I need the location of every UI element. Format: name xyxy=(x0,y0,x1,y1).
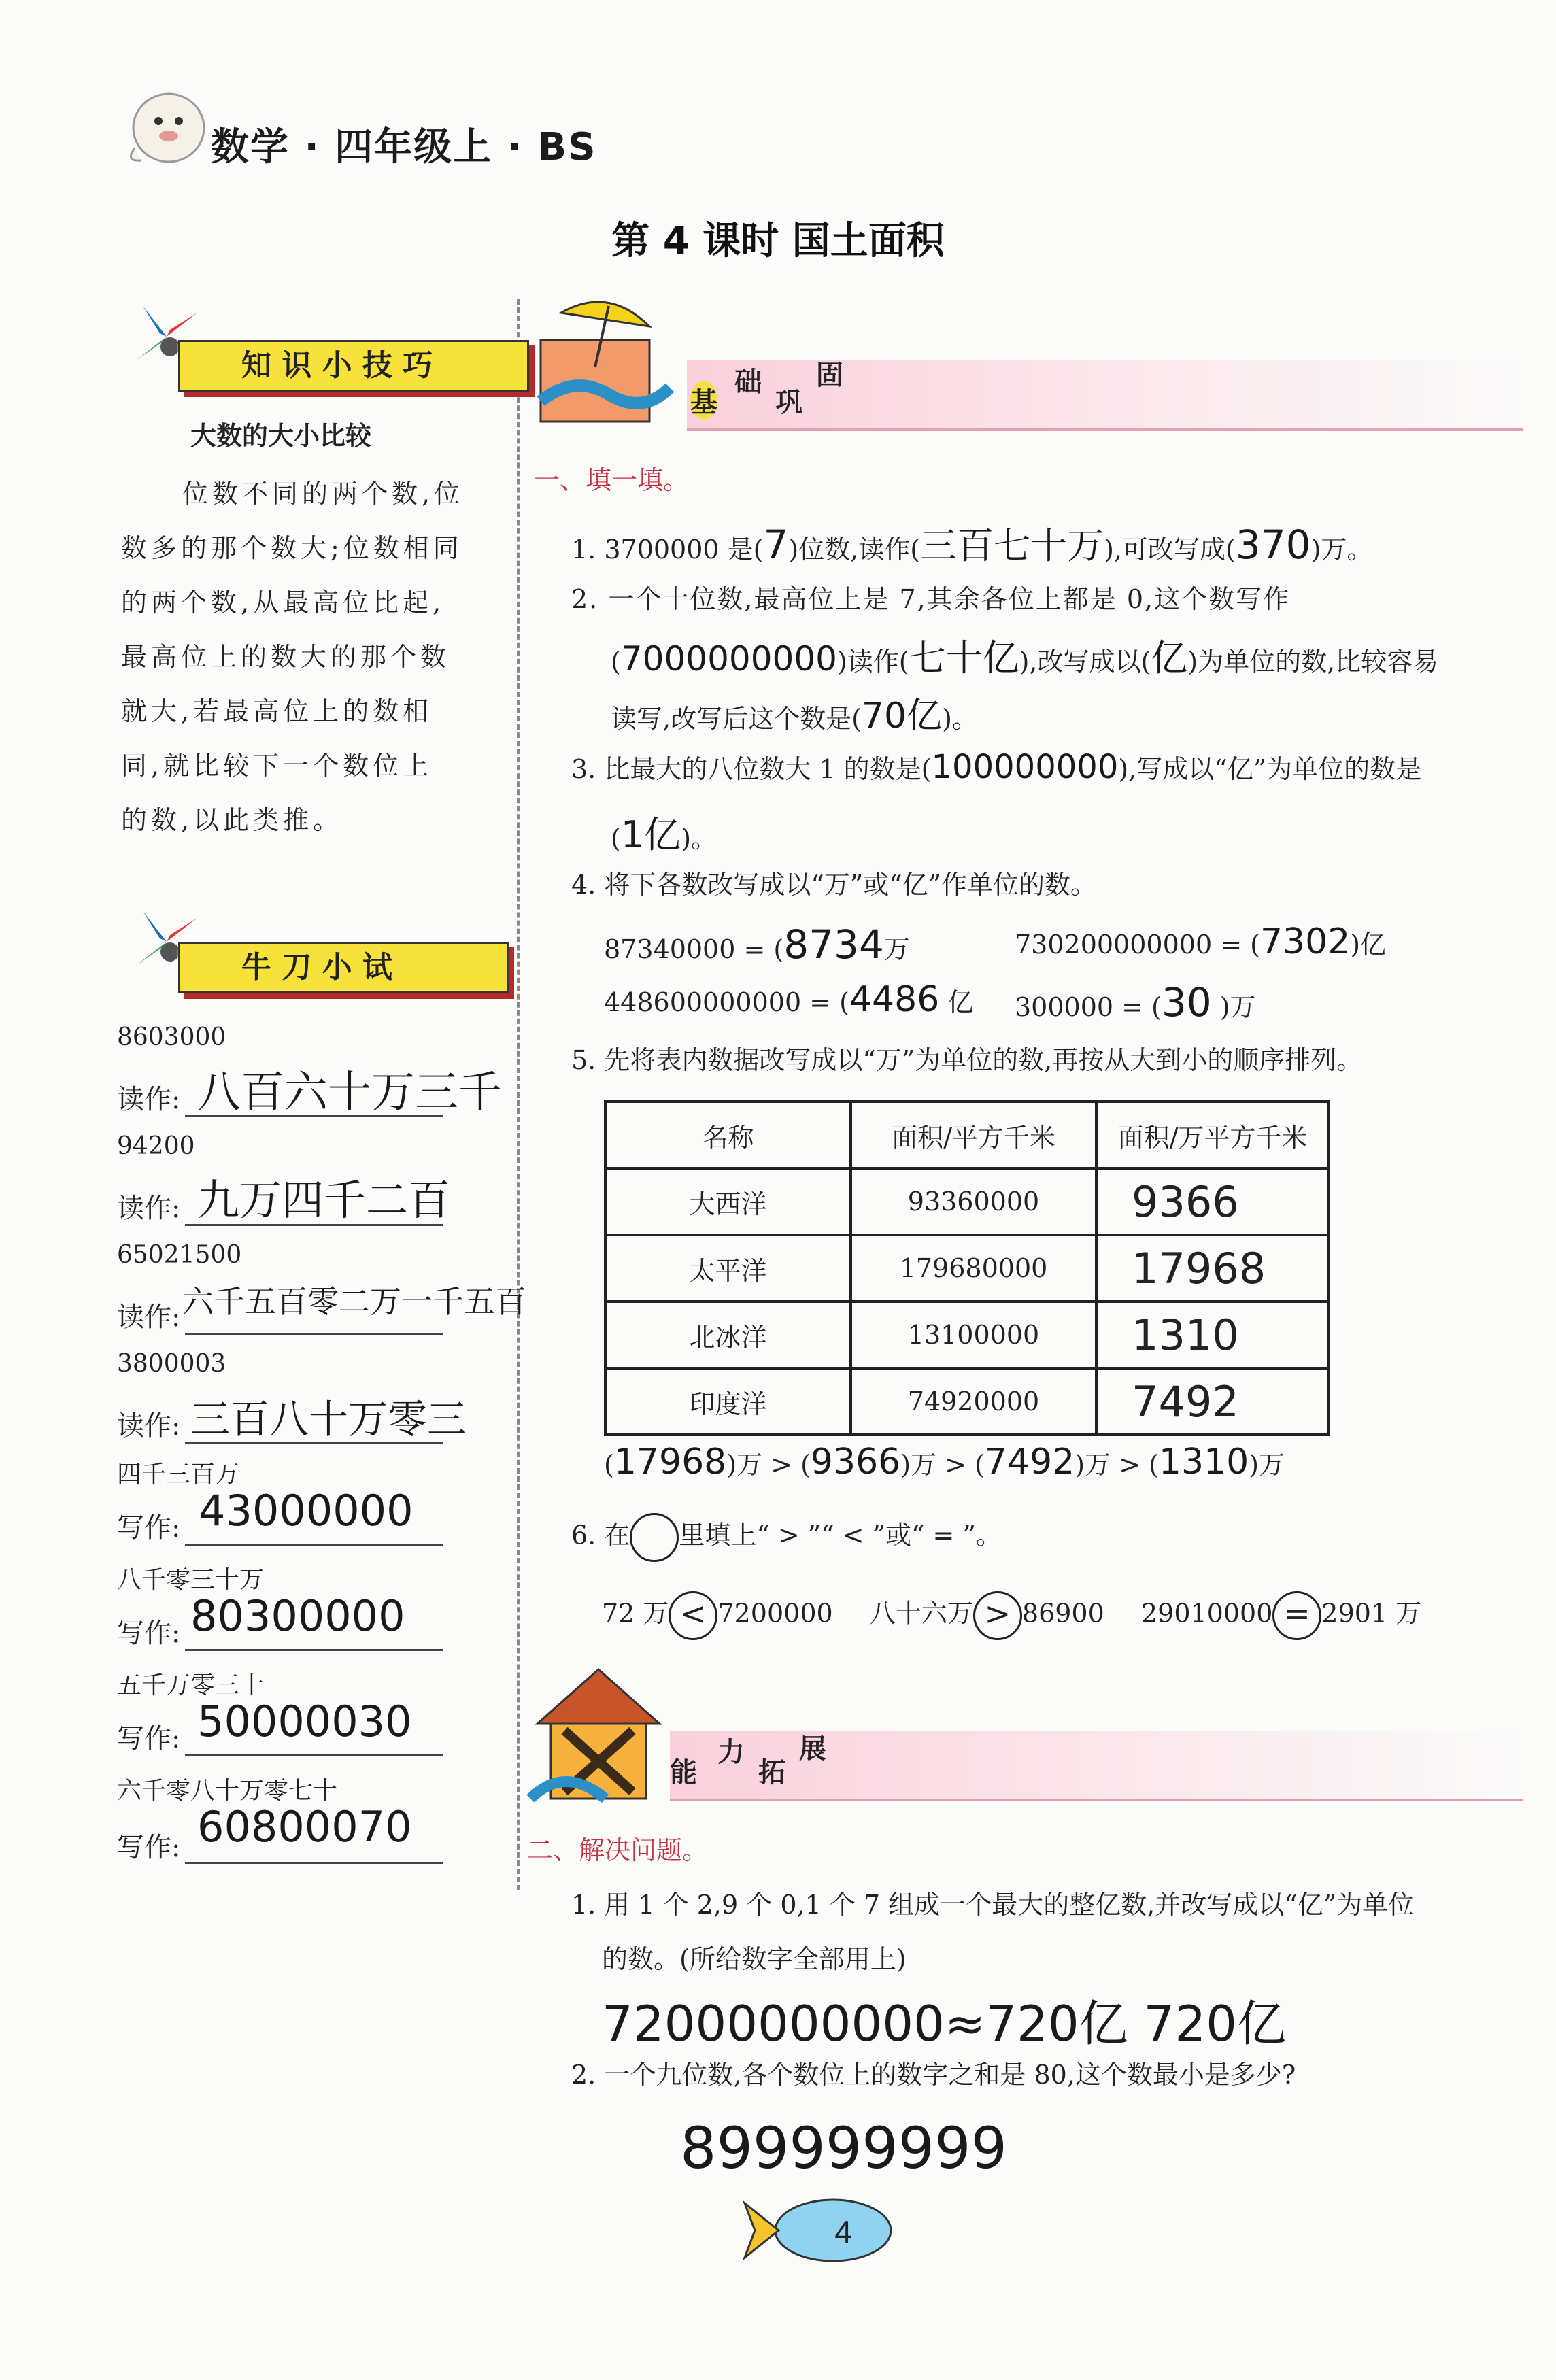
question-number: 六千零八十万零七十 xyxy=(117,1777,338,1805)
tip-line: 就大,若最高位上的数相 xyxy=(121,696,433,726)
q4-title: 4. 将下各数改写成以“万”或“亿”作单位的数。 xyxy=(571,870,1097,900)
answer-circle: < xyxy=(669,1591,717,1640)
handwritten-answer: 80300000 xyxy=(190,1591,405,1641)
table-cell: 大西洋 xyxy=(605,1168,851,1235)
question-number: 四千三百万 xyxy=(117,1461,240,1489)
tip-title: 大数的大小比较 xyxy=(190,421,372,451)
table-header-row xyxy=(605,1102,1329,1168)
handwritten-answer: 六千五百零二万一千五百 xyxy=(182,1283,526,1320)
question-number: 94200 xyxy=(117,1132,195,1160)
write-label: 写作: xyxy=(117,1512,181,1544)
write-label: 写作: xyxy=(117,1832,181,1863)
table-row xyxy=(605,1368,1329,1435)
trial-badge: 牛 刀 小 试 xyxy=(178,942,509,993)
tip-line: 的两个数,从最高位比起, xyxy=(121,588,445,617)
handwritten-answer: 72000000000≈720亿 720亿 xyxy=(602,1995,1286,2052)
handwritten-answer: 50000030 xyxy=(197,1697,412,1746)
handwritten-answer: 八百六十万三千 xyxy=(197,1068,502,1118)
read-label: 读作: xyxy=(117,1302,181,1333)
table-header: 面积/万平方千米 xyxy=(1096,1102,1329,1168)
handwritten-answer: 899999999 xyxy=(680,2115,1007,2181)
table-row xyxy=(605,1168,1329,1235)
write-label: 写作: xyxy=(117,1723,181,1754)
table-header: 名称 xyxy=(605,1102,851,1168)
question-number: 五千万零三十 xyxy=(117,1671,265,1699)
p2-line1: 2. 一个九位数,各个数位上的数字之和是 80,这个数最小是多少? xyxy=(571,2060,1296,2090)
answer-line xyxy=(185,1442,443,1444)
table-cell: 93360000 xyxy=(851,1168,1096,1235)
q6-items: 72 万 < 7200000 八十六万 > 86900 29010000 = 2901 万 xyxy=(602,1591,1421,1640)
table-cell: 179680000 xyxy=(851,1235,1096,1302)
q5-title: 5. 先将表内数据改写成以“万”为单位的数,再按从大到小的顺序排列。 xyxy=(571,1045,1363,1075)
question-number: 3800003 xyxy=(117,1350,226,1378)
read-label: 读作: xyxy=(117,1410,181,1442)
question-number: 8603000 xyxy=(117,1023,226,1051)
blank-circle xyxy=(630,1513,679,1562)
ocean-area-table xyxy=(604,1100,1330,1436)
tip-line: 的数,以此类推。 xyxy=(121,805,343,835)
handwritten-answer: 九万四千二百 xyxy=(197,1175,451,1225)
tip-line: 位数不同的两个数,位 xyxy=(182,479,464,509)
book-title: 数学 · 四年级上 · BS xyxy=(211,125,597,169)
tip-line: 数多的那个数大;位数相同 xyxy=(121,533,463,563)
q2-line3: 读写,改写后这个数是(70亿)。 xyxy=(611,696,978,736)
house-icon xyxy=(524,1663,673,1805)
table-row xyxy=(605,1302,1329,1368)
q4-row: 448600000000 = (4486 亿 xyxy=(604,979,974,1020)
q4-row: 87340000 = (8734万 xyxy=(604,921,910,968)
write-label: 写作: xyxy=(117,1618,181,1649)
q2-line2: (7000000000)读作(七十亿),改写成以(亿)为单位的数,比较容易 xyxy=(611,636,1439,679)
answer-line xyxy=(185,1224,443,1226)
q3-line2: (1亿)。 xyxy=(611,813,717,856)
answer-line xyxy=(185,1754,443,1756)
handwritten-answer: 17968 xyxy=(1096,1235,1329,1302)
beach-icon xyxy=(534,292,690,435)
q5-order: (17968)万 > (9366)万 > (7492)万 > (1310)万 xyxy=(604,1442,1285,1482)
handwritten-answer: 60800070 xyxy=(197,1802,412,1852)
mascot-icon xyxy=(121,80,209,169)
badge-basics: 基 础 巩 固 xyxy=(687,360,1523,431)
answer-line xyxy=(185,1862,443,1864)
tip-line: 最高位上的数大的那个数 xyxy=(121,642,451,672)
tips-badge: 知 识 小 技 巧 xyxy=(178,340,529,392)
p1-line2: 的数。(所给数字全部用上) xyxy=(602,1944,907,1974)
badge-extension: 能 力 拓 展 xyxy=(670,1731,1523,1801)
q1: 1. 3700000 是(7)位数,读作(三百七十万),可改写成(370)万。 xyxy=(571,522,1373,568)
answer-circle: > xyxy=(973,1591,1022,1640)
lesson-title: 第 4 课时 国土面积 xyxy=(611,219,945,263)
table-header: 面积/平方千米 xyxy=(851,1102,1096,1168)
q6-title: 6. 在 里填上“ > ”“ < ”或“ = ”。 xyxy=(571,1513,1002,1562)
column-divider xyxy=(517,299,520,1890)
p1-line1: 1. 用 1 个 2,9 个 0,1 个 7 组成一个最大的整亿数,并改写成以“亿”为单位 xyxy=(571,1890,1415,1920)
answer-line xyxy=(185,1544,443,1546)
q4-row: 300000 = (30 )万 xyxy=(1015,979,1256,1025)
table-cell: 北冰洋 xyxy=(605,1302,851,1368)
read-label: 读作: xyxy=(117,1084,181,1115)
question-number: 八千零三十万 xyxy=(117,1566,265,1594)
handwritten-answer: 三百八十万零三 xyxy=(190,1396,467,1442)
tip-line: 同,就比较下一个数位上 xyxy=(121,751,433,781)
q2-line1: 2. 一个十位数,最高位上是 7,其余各位上都是 0,这个数写作 xyxy=(571,584,1291,614)
answer-line xyxy=(185,1649,443,1651)
question-number: 65021500 xyxy=(117,1241,242,1269)
table-cell: 74920000 xyxy=(851,1368,1096,1435)
answer-line xyxy=(185,1333,443,1335)
table-cell: 太平洋 xyxy=(605,1235,851,1302)
section-heading: 一、填一填。 xyxy=(534,466,690,495)
handwritten-answer: 9366 xyxy=(1096,1168,1329,1235)
handwritten-answer: 1310 xyxy=(1096,1302,1329,1368)
handwritten-answer: 7492 xyxy=(1096,1368,1329,1435)
table-cell: 印度洋 xyxy=(605,1368,851,1435)
section-heading: 二、解决问题。 xyxy=(527,1837,709,1865)
q4-row: 730200000000 = (7302)亿 xyxy=(1015,921,1387,962)
handwritten-answer: 43000000 xyxy=(199,1486,413,1535)
page-number: 4 xyxy=(834,2214,852,2249)
answer-line xyxy=(185,1115,443,1117)
read-label: 读作: xyxy=(117,1193,181,1224)
answer-circle: = xyxy=(1272,1591,1321,1640)
q3-line1: 3. 比最大的八位数大 1 的数是(100000000),写成以“亿”为单位的数是 xyxy=(571,748,1422,786)
table-cell: 13100000 xyxy=(851,1302,1096,1368)
table-row xyxy=(605,1235,1329,1302)
